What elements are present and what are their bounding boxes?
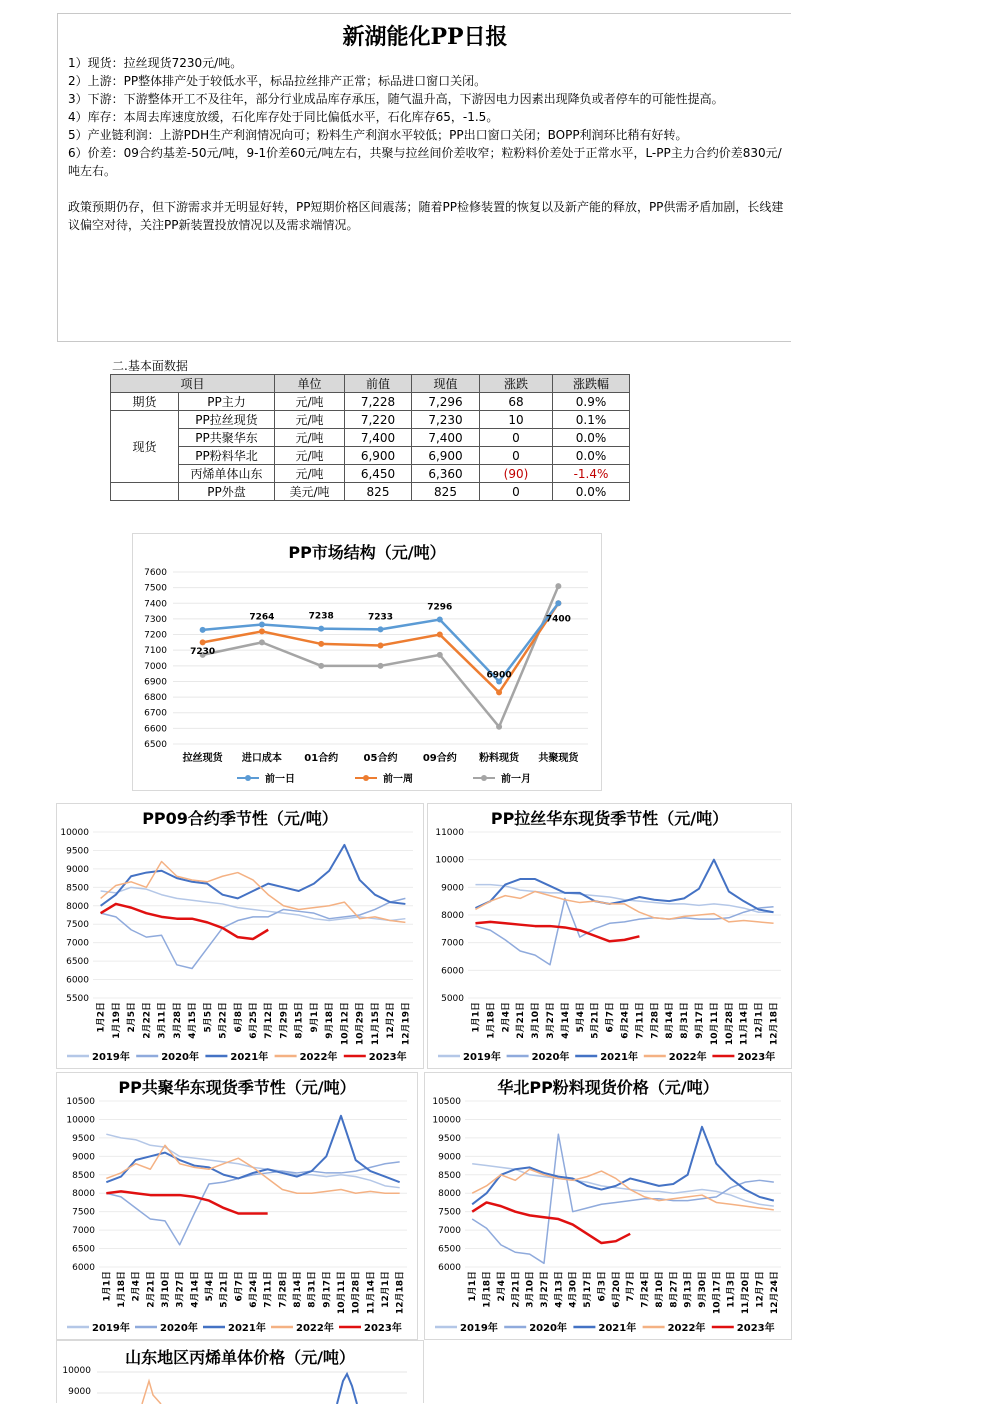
x-tick-label: 3月11日: [157, 1002, 168, 1039]
cell-pct: 0.0%: [553, 447, 630, 465]
data-label: 7238: [308, 611, 334, 622]
x-tick-label: 1月19日: [111, 1002, 122, 1039]
x-tick-label: 7月7日: [626, 1271, 637, 1302]
x-tick-label: 01合约: [304, 753, 339, 764]
basic-data-table: [110, 374, 630, 501]
y-tick-label: 10500: [66, 1097, 95, 1107]
x-tick-label: 5月21日: [590, 1002, 601, 1039]
series-line: [101, 845, 406, 906]
y-tick-label: 6000: [72, 1263, 95, 1273]
x-tick-label: 7月11日: [263, 1271, 274, 1308]
x-tick-label: 1月18日: [117, 1271, 127, 1308]
y-tick-label: 7300: [144, 614, 167, 625]
section-title: 二.基本面数据: [112, 359, 188, 373]
x-tick-label: 12月2日: [386, 1002, 397, 1039]
y-tick-label: 6900: [144, 677, 167, 688]
table-row: [111, 429, 630, 447]
table-row: [111, 411, 630, 429]
market-structure-svg: [133, 534, 601, 790]
cell-curr: 6,360: [412, 465, 480, 483]
x-tick-label: 4月15日: [188, 1002, 199, 1039]
x-tick-label: 3月10日: [531, 1002, 542, 1039]
header-unit: 单位: [275, 375, 345, 393]
x-tick-label: 12月1日: [381, 1271, 391, 1308]
x-tick-label: 12月19日: [401, 1002, 412, 1046]
x-tick-label: 8月15日: [294, 1002, 305, 1039]
y-tick-label: 6000: [438, 1263, 461, 1273]
series-line: [475, 898, 773, 964]
data-label: 7400: [545, 614, 571, 625]
x-tick-label: 11月20日: [741, 1271, 752, 1315]
table-row: [111, 465, 630, 483]
chart-title: 山东地区丙烯单体价格（元/吨）: [125, 1348, 355, 1367]
y-tick-label: 7000: [144, 661, 167, 672]
data-label: 7296: [427, 602, 453, 613]
cell-chg: 0: [480, 447, 553, 465]
y-tick-label: 9500: [66, 846, 89, 857]
cell-unit: 元/吨: [275, 393, 345, 411]
cell-curr: 7,230: [412, 411, 480, 429]
x-tick-label: 6月8日: [233, 1002, 244, 1033]
series-line: [472, 1134, 774, 1263]
y-tick-label: 7100: [144, 646, 167, 657]
x-tick-label: 6月25日: [249, 1002, 259, 1039]
table-row: [111, 447, 630, 465]
series-line-2021: [337, 1374, 357, 1404]
legend-label: 2022年: [668, 1052, 707, 1063]
y-tick-label: 8000: [66, 901, 89, 912]
cell-unit: 元/吨: [275, 447, 345, 465]
cell-prev: 7,400: [345, 429, 412, 447]
data-point: [259, 628, 265, 634]
x-tick-label: 粉料现货: [479, 753, 520, 764]
y-tick-label: 8500: [72, 1170, 95, 1181]
x-tick-label: 10月28日: [351, 1271, 362, 1315]
legend-label: 2019年: [463, 1052, 501, 1063]
x-tick-label: 1月1日: [468, 1271, 479, 1302]
cell-item: PP外盘: [179, 483, 275, 501]
y-tick-label: 7000: [441, 938, 464, 949]
x-tick-label: 7月24日: [640, 1271, 651, 1308]
x-tick-label: 3月10日: [161, 1271, 171, 1308]
y-tick-label: 9000: [438, 1152, 461, 1163]
data-point: [555, 583, 561, 589]
x-tick-label: 8月27日: [669, 1271, 680, 1308]
legend-label: 2021年: [598, 1323, 637, 1334]
report-summary: 政策预期仍存，但下游需求并无明显好转，PP短期价格区间震荡；随着PP检修装置的恢复以及新产能的释放，PP供需矛盾加剧，长线建议偏空对待，关注PP新装置投放情况以及需求端情况。: [68, 200, 784, 232]
y-tick-label: 11000: [435, 828, 464, 838]
x-tick-label: 11月14日: [739, 1002, 750, 1046]
data-point: [437, 617, 443, 623]
x-tick-label: 11月14日: [366, 1271, 377, 1315]
x-tick-label: 10月28日: [724, 1002, 735, 1046]
cell-pct: 0.9%: [553, 393, 630, 411]
report-lines: [68, 54, 788, 234]
data-point: [496, 724, 502, 730]
y-tick-label: 10500: [432, 1097, 461, 1107]
y-tick-label: 6500: [72, 1244, 95, 1255]
x-tick-label: 6月3日: [597, 1271, 608, 1302]
y-tick-label: 6500: [144, 740, 167, 750]
x-tick-label: 10月11日: [337, 1271, 347, 1315]
x-tick-label: 12月24日: [769, 1271, 780, 1315]
table-row: [111, 483, 630, 501]
y-tick-label: 5500: [66, 994, 89, 1004]
legend-label: 2020年: [529, 1323, 568, 1334]
x-tick-label: 3月27日: [540, 1271, 550, 1308]
x-tick-label: 7月28日: [278, 1271, 289, 1308]
chart-title: 华北PP粉料现货价格（元/吨）: [497, 1078, 719, 1097]
legend-marker: [481, 775, 487, 781]
y-tick-label: 10000: [60, 828, 89, 838]
cell-unit: 美元/吨: [275, 483, 345, 501]
x-tick-label: 5月4日: [575, 1002, 586, 1033]
x-tick-label: 6月24日: [249, 1271, 259, 1308]
x-tick-label: 10月29日: [355, 1002, 366, 1046]
header-pct: 涨跌幅: [553, 375, 630, 393]
y-tick-label: 7600: [144, 568, 167, 578]
data-point: [378, 642, 384, 648]
table-header-row: [111, 375, 630, 393]
x-tick-label: 进口成本: [241, 753, 282, 764]
x-tick-label: 11月15日: [370, 1002, 381, 1046]
y-tick-label: 9500: [72, 1133, 95, 1144]
group-label: 期货: [111, 393, 179, 411]
y-tick-label: 8500: [66, 883, 89, 894]
x-tick-label: 8月10日: [654, 1271, 665, 1308]
series-line: [106, 1116, 399, 1182]
x-tick-label: 7月11日: [635, 1002, 646, 1039]
y-tick-label: 10000: [435, 855, 464, 866]
y-tick-label: 8000: [438, 1189, 461, 1200]
chart-propylene-shandong: [56, 1340, 424, 1403]
x-tick-label: 12月7日: [755, 1271, 766, 1308]
x-tick-label: 7月28日: [650, 1002, 661, 1039]
cell-item: 丙烯单体山东: [179, 465, 275, 483]
x-tick-label: 5月17日: [583, 1271, 594, 1308]
data-point: [437, 652, 443, 658]
y-tick-label: 7500: [66, 920, 89, 931]
y-tick-label: 9000: [72, 1152, 95, 1163]
legend-label: 2023年: [364, 1323, 402, 1334]
cell-chg: 0: [480, 429, 553, 447]
cell-chg: (90): [480, 465, 553, 483]
x-tick-label: 2月4日: [131, 1271, 142, 1302]
x-tick-label: 09合约: [422, 753, 457, 764]
cell-chg: 10: [480, 411, 553, 429]
x-tick-label: 7月12日: [264, 1002, 275, 1039]
data-point: [378, 663, 384, 669]
x-tick-label: 10月17日: [712, 1271, 723, 1315]
report-line: 2）上游：PP整体排产处于较低水平，标品拉丝排产正常；标品进口窗口关闭。: [68, 74, 487, 88]
x-tick-label: 2月5日: [127, 1002, 138, 1033]
y-tick-label: 6500: [66, 957, 89, 968]
x-tick-label: 12月1日: [754, 1002, 765, 1039]
cell-unit: 元/吨: [275, 411, 345, 429]
report-title: 新湖能化PP日报: [342, 24, 508, 50]
y-tick-label: 10000: [62, 1366, 91, 1376]
y-tick-label: 9000: [66, 864, 89, 875]
x-tick-label: 9月17日: [322, 1271, 333, 1308]
x-tick-label: 2月4日: [501, 1002, 512, 1033]
x-tick-label: 4月14日: [190, 1271, 201, 1308]
x-tick-label: 4月14日: [560, 1002, 571, 1039]
report-box: [57, 13, 791, 342]
data-label: 7230: [190, 646, 216, 657]
series-line: [203, 586, 559, 727]
legend-label: 2019年: [92, 1052, 130, 1063]
x-tick-label: 3月10日: [525, 1271, 536, 1308]
x-tick-label: 5月21日: [219, 1271, 230, 1308]
cell-pct: 0.0%: [553, 429, 630, 447]
chart-pp09-seasonal: [56, 803, 424, 1069]
cell-prev: 7,220: [345, 411, 412, 429]
y-tick-label: 7000: [438, 1226, 461, 1237]
y-tick-label: 9000: [441, 883, 464, 894]
data-point: [378, 626, 384, 632]
x-tick-label: 拉丝现货: [182, 753, 223, 764]
cell-chg: 68: [480, 393, 553, 411]
y-tick-label: 7000: [72, 1226, 95, 1237]
x-tick-label: 9月18日: [325, 1002, 336, 1039]
x-tick-label: 6月24日: [620, 1002, 631, 1039]
data-point: [259, 639, 265, 645]
cell-curr: 6,900: [412, 447, 480, 465]
chart-powder-north-price: [424, 1072, 792, 1340]
cell-unit: 元/吨: [275, 465, 345, 483]
chart-raffia-east-seasonal: [427, 803, 792, 1069]
x-tick-label: 9月1日: [309, 1002, 320, 1033]
legend-label: 2020年: [161, 1052, 200, 1063]
copolymer-east-seasonal-svg: [57, 1073, 417, 1339]
series-line: [101, 904, 269, 939]
x-tick-label: 10月12日: [340, 1002, 351, 1046]
cell-pct: 0.1%: [553, 411, 630, 429]
x-tick-label: 05合约: [363, 753, 398, 764]
series-line: [472, 1127, 774, 1204]
series-line: [106, 1145, 399, 1193]
x-tick-label: 4月30日: [568, 1271, 579, 1308]
x-tick-label: 8月14日: [293, 1271, 303, 1308]
x-tick-label: 10月11日: [709, 1002, 720, 1046]
data-point: [318, 663, 324, 669]
cell-curr: 825: [412, 483, 480, 501]
cell-prev: 6,900: [345, 447, 412, 465]
legend-label: 2021年: [230, 1052, 269, 1063]
x-tick-label: 8月31日: [307, 1271, 318, 1308]
y-tick-label: 6700: [144, 708, 167, 719]
report-line: 1）现货：拉丝现货7230元/吨。: [68, 56, 243, 70]
x-tick-label: 6月20日: [611, 1271, 622, 1308]
cell-prev: 7,228: [345, 393, 412, 411]
report-line: 5）产业链利润：上游PDH生产利润情况向可；粉料生产利润水平较低；PP出口窗口关闭；BOPP利润环比稍有好转。: [68, 128, 688, 142]
y-tick-label: 8500: [438, 1170, 461, 1181]
x-tick-label: 9月17日: [695, 1002, 706, 1039]
x-tick-label: 共聚现货: [538, 753, 579, 764]
report-line: 6）价差：09合约基差-50元/吨，9-1价差60元/吨左右，共聚与拉丝间价差收窄；粒粉料价差处于正常水平，L-PP主力合约价差830元/吨左右。: [68, 146, 782, 178]
data-point: [200, 639, 206, 645]
header-prev: 前值: [345, 375, 412, 393]
cell-pct: -1.4%: [553, 465, 630, 483]
legend-label: 2023年: [368, 1052, 407, 1063]
x-tick-label: 12月18日: [769, 1002, 780, 1046]
cell-item: PP拉丝现货: [179, 411, 275, 429]
x-tick-label: 1月1日: [102, 1271, 113, 1302]
header-item: 项目: [111, 375, 275, 393]
y-tick-label: 6500: [438, 1244, 461, 1255]
header-chg: 涨跌: [480, 375, 553, 393]
propylene-svg: [57, 1341, 423, 1404]
y-tick-label: 8000: [72, 1189, 95, 1200]
cell-prev: 825: [345, 483, 412, 501]
y-tick-label: 9500: [438, 1133, 461, 1144]
chart-title: PP09合约季节性（元/吨）: [142, 809, 338, 828]
series-line: [106, 1191, 267, 1213]
group-label: 现货: [111, 411, 179, 483]
data-point: [555, 600, 561, 606]
legend-label: 2022年: [667, 1323, 706, 1334]
data-label: 7264: [249, 612, 275, 623]
x-tick-label: 2月21日: [516, 1002, 527, 1039]
legend-label: 2023年: [736, 1323, 775, 1334]
y-tick-label: 10000: [66, 1115, 95, 1126]
x-tick-label: 9月30日: [698, 1271, 708, 1308]
y-tick-label: 9000: [68, 1387, 91, 1397]
x-tick-label: 5月4日: [205, 1271, 215, 1302]
cell-prev: 6,450: [345, 465, 412, 483]
x-tick-label: 2月4日: [496, 1271, 507, 1302]
x-tick-label: 1月18日: [486, 1002, 497, 1039]
data-label: 6900: [486, 670, 512, 681]
legend-marker: [245, 775, 251, 781]
legend-marker: [363, 775, 369, 781]
cell-item: PP共聚华东: [179, 429, 275, 447]
legend-label: 前一日: [265, 774, 295, 785]
x-tick-label: 6月7日: [605, 1002, 616, 1033]
y-tick-label: 7400: [144, 599, 167, 610]
pp09-seasonal-svg: [57, 804, 423, 1068]
x-tick-label: 12月18日: [395, 1271, 406, 1315]
y-tick-label: 6800: [144, 693, 167, 704]
data-point: [318, 626, 324, 632]
x-tick-label: 3月27日: [545, 1002, 556, 1039]
y-tick-label: 10000: [432, 1115, 461, 1126]
legend-label: 2020年: [531, 1052, 570, 1063]
legend-label: 2019年: [460, 1323, 498, 1334]
report-line: 3）下游：下游整体开工不及往年，部分行业成品库存承压，随气温升高，下游因电力因素出现降负或者停车的可能性提高。: [68, 92, 724, 106]
legend-label: 2020年: [160, 1323, 198, 1334]
x-tick-label: 2月21日: [146, 1271, 157, 1308]
legend-label: 前一周: [383, 774, 413, 785]
x-tick-label: 5月5日: [203, 1002, 214, 1033]
report-line: 4）库存：本周去库速度放缓，石化库存处于同比偏低水平，石化库存65，-1.5。: [68, 110, 499, 124]
x-tick-label: 1月2日: [96, 1002, 107, 1033]
x-tick-label: 2月21日: [511, 1271, 522, 1308]
data-point: [318, 641, 324, 647]
x-tick-label: 6月7日: [234, 1271, 245, 1302]
chart-title: PP拉丝华东现货季节性（元/吨）: [490, 809, 729, 828]
x-tick-label: 3月28日: [172, 1002, 183, 1039]
x-tick-label: 8月31日: [680, 1002, 691, 1039]
x-tick-label: 11月3日: [726, 1271, 737, 1308]
y-tick-label: 8000: [441, 911, 464, 921]
cell-chg: 0: [480, 483, 553, 501]
chart-market-structure: [132, 533, 602, 791]
cell-curr: 7,296: [412, 393, 480, 411]
legend-label: 2019年: [92, 1323, 130, 1334]
cell-item: PP粉料华北: [179, 447, 275, 465]
y-tick-label: 7000: [66, 938, 89, 949]
x-tick-label: 2月22日: [142, 1002, 153, 1039]
legend-label: 2021年: [600, 1052, 639, 1063]
y-tick-label: 7500: [438, 1207, 461, 1218]
raffia-east-seasonal-svg: [428, 804, 791, 1068]
cell-unit: 元/吨: [275, 429, 345, 447]
y-tick-label: 7500: [144, 583, 167, 594]
cell-pct: 0.0%: [553, 483, 630, 501]
table-row: [111, 393, 630, 411]
y-tick-label: 6000: [441, 966, 464, 977]
x-tick-label: 8月14日: [665, 1002, 676, 1039]
x-tick-label: 7月29日: [279, 1002, 290, 1039]
y-tick-label: 6000: [66, 975, 89, 986]
y-tick-label: 5000: [441, 994, 464, 1004]
data-label: 7233: [367, 612, 394, 623]
series-line: [472, 1202, 630, 1243]
data-point: [200, 627, 206, 633]
header-curr: 现值: [412, 375, 480, 393]
legend-label: 2022年: [299, 1052, 338, 1063]
x-tick-label: 9月13日: [683, 1271, 694, 1308]
cell-item: PP主力: [179, 393, 275, 411]
x-tick-label: 1月1日: [471, 1002, 482, 1033]
cell-curr: 7,400: [412, 429, 480, 447]
data-point: [437, 632, 443, 638]
powder-north-price-svg: [425, 1073, 791, 1339]
x-tick-label: 3月27日: [175, 1271, 186, 1308]
chart-title: PP共聚华东现货季节性（元/吨）: [118, 1078, 356, 1097]
x-tick-label: 4月13日: [554, 1271, 565, 1308]
chart-copolymer-east-seasonal: [56, 1072, 418, 1340]
x-tick-label: 1月18日: [482, 1271, 493, 1308]
y-tick-label: 7200: [144, 630, 167, 641]
chart-title: PP市场结构（元/吨）: [288, 543, 446, 562]
legend-label: 2022年: [296, 1323, 334, 1334]
legend-label: 前一月: [501, 774, 531, 785]
series-line: [475, 891, 773, 923]
y-tick-label: 6600: [144, 724, 167, 735]
legend-label: 2021年: [228, 1323, 266, 1334]
x-tick-label: 5月22日: [218, 1002, 229, 1039]
data-point: [496, 689, 502, 695]
legend-label: 2023年: [737, 1052, 776, 1063]
group-label: [111, 483, 179, 501]
y-tick-label: 7500: [72, 1207, 95, 1218]
